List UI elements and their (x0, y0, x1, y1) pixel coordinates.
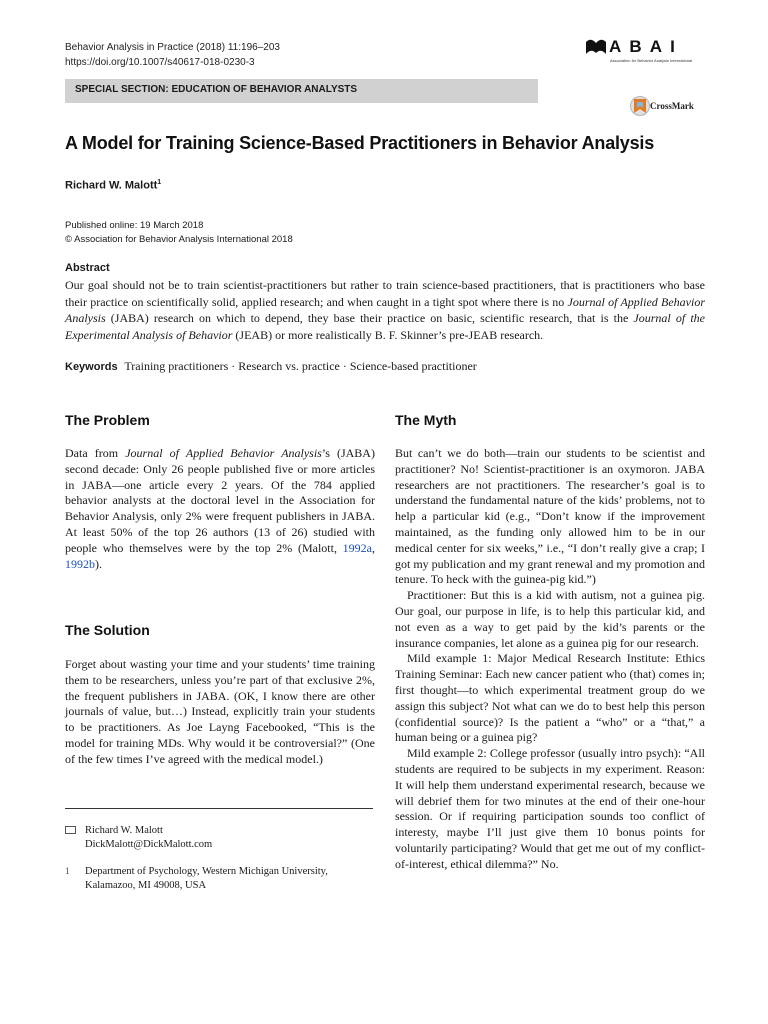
corresponding-author-email[interactable]: DickMalott@DickMalott.com (85, 838, 213, 850)
special-section-band: SPECIAL SECTION: EDUCATION OF BEHAVIOR ANALYSTS (65, 79, 538, 103)
abai-logo-icon (585, 36, 607, 56)
keywords-list: Training practitioners · Research vs. practice · Science-based practitioner (124, 359, 477, 373)
author-line (65, 179, 161, 192)
published-date: Published online: 19 March 2018 (65, 220, 204, 231)
citation-link-1992a[interactable]: 1992a (342, 540, 372, 555)
logo-tagline: Association for Behavior Analysis International (610, 58, 693, 63)
copyright-line: © Association for Behavior Analysis International 2018 (65, 234, 293, 245)
citation-link-1992b[interactable]: 1992b (65, 556, 95, 571)
section-heading-problem: The Problem (65, 412, 150, 428)
myth-paragraph-3: Mild example 1: Major Medical Research Institute: Ethics Training Seminar: Each new cancer patient who (that) comes in; first thought—to which experimental treatment group do we assign this subject? Not what can we do to best help this person (confidential source)? Is the patient a “who” or a “that,” a human being or a guinea pig? (395, 651, 705, 745)
author-name[interactable]: Richard W. Malott (65, 179, 158, 192)
envelope-icon (65, 826, 76, 834)
crossmark-badge[interactable] (630, 94, 705, 120)
section-heading-solution: The Solution (65, 622, 150, 638)
keywords-label: Keywords (65, 361, 118, 373)
abstract-text: Our goal should not be to train scientist-practitioners but rather to train science-based practitioners, that is practitioners who base their practice on scientifically solid, applied research; and when caught in a tight spot where there is no Journal of Applied Behavior Analysis (JABA) research on which to depend, they base their practice on basic, scientific research, that is the Journal of the Experimental Analysis of Behavior (JEAB) or more realistically B. F. Skinner’s pre-JEAB research. (65, 278, 705, 342)
footnotes (65, 824, 373, 892)
crossmark-icon (630, 94, 650, 118)
problem-paragraph: Data from Journal of Applied Behavior Analysis’s (JABA) second decade: Only 26 people published five or more articles in JABA—one article every 2 years. Of the 784 applied behavior analysts at the doctoral level in the Association for Behavior Analysis, only 2% were frequent publishers in JABA. At least 50% of the top 26 authors (13 of 26) studied with people who themselves were by the top 2% (Malott, 1992a, 1992b). (65, 446, 375, 571)
journal-citation: Behavior Analysis in Practice (2018) 11:196–203 (65, 42, 280, 53)
solution-paragraph: Forget about wasting your time and your students’ time training them to be researchers, unless you’re part of that exclusive 2%, the frequent publishers in JABA. (OK, I know there are other journals of value, but…) Instead, explicitly train your students to be practitioners. As Joe Layng Facebooked, “This is the model for training MDs. Why would it be controversial?” (One of the few times I’ve agreed with the medical model.) (65, 657, 375, 766)
journal-name-jeab: Journal of the Experimental Analysis of Behavior (65, 311, 705, 342)
publication-info (65, 219, 293, 247)
journal-header (65, 40, 280, 70)
author-affiliation-mark: 1 (157, 179, 162, 186)
myth-paragraph-1: But can’t we do both—train our students to be scientist and practitioner? No! Scientist-practitioner is an oxymoron. JABA researchers are not practitioners. The researcher’s goal is to understand the fundamental nature of the kids’ problems, not to help a particular kid (e.g., “Don’t know if the improvement maintained, as the funding only allowed him to be in our medical center for six weeks,” i.e., “I don’t really give a crap; I got my publication and my grant renewal and my promotion and tenure. To heck with the guinea-pig kid.”) (395, 446, 705, 587)
myth-paragraph-2: Practitioner: But this is a kid with autism, not a guinea pig. Our goal, our purpose in life, is to help this particular kid, and not even as a way to get paid by the kid’s parents or the insurance companies, let alone as a guinea pig for our research. (395, 588, 705, 650)
myth-paragraph-4: Mild example 2: College professor (usually intro psych): “All students are required to be subjects in my experiment. Reason: It will help them understand experimental research, because we will debrief them for two minutes at the end of their one-hour session. Or if requiring participation sounds too conflict of interesty, maybe I’ll just give them 10 bonus points for voluntarily participating? Would that get me out of my conflict-of-interest, ethical dilemma?” No. (395, 746, 705, 871)
logo-letters: A B A I (609, 37, 677, 56)
affiliation-mark: 1 (65, 866, 70, 876)
paper-title: A Model for Training Science-Based Practitioners in Behavior Analysis (65, 133, 655, 153)
affiliation-text: Department of Psychology, Western Michigan University, Kalamazoo, MI 49008, USA (85, 866, 328, 891)
footnote-divider (65, 808, 373, 809)
abai-logo (585, 36, 705, 66)
doi-link[interactable]: https://doi.org/10.1007/s40617-018-0230-3 (65, 57, 255, 68)
crossmark-label: CrossMark (650, 101, 694, 111)
keywords (65, 358, 705, 375)
section-heading-myth: The Myth (395, 412, 457, 428)
corresponding-author-name: Richard W. Malott (85, 825, 163, 836)
journal-name-jaba: Journal of Applied Behavior Analysis (65, 294, 705, 325)
myth-body (395, 446, 705, 873)
abstract-heading: Abstract (65, 262, 110, 274)
corresponding-author-note (65, 824, 373, 851)
affiliation-note (65, 865, 373, 892)
